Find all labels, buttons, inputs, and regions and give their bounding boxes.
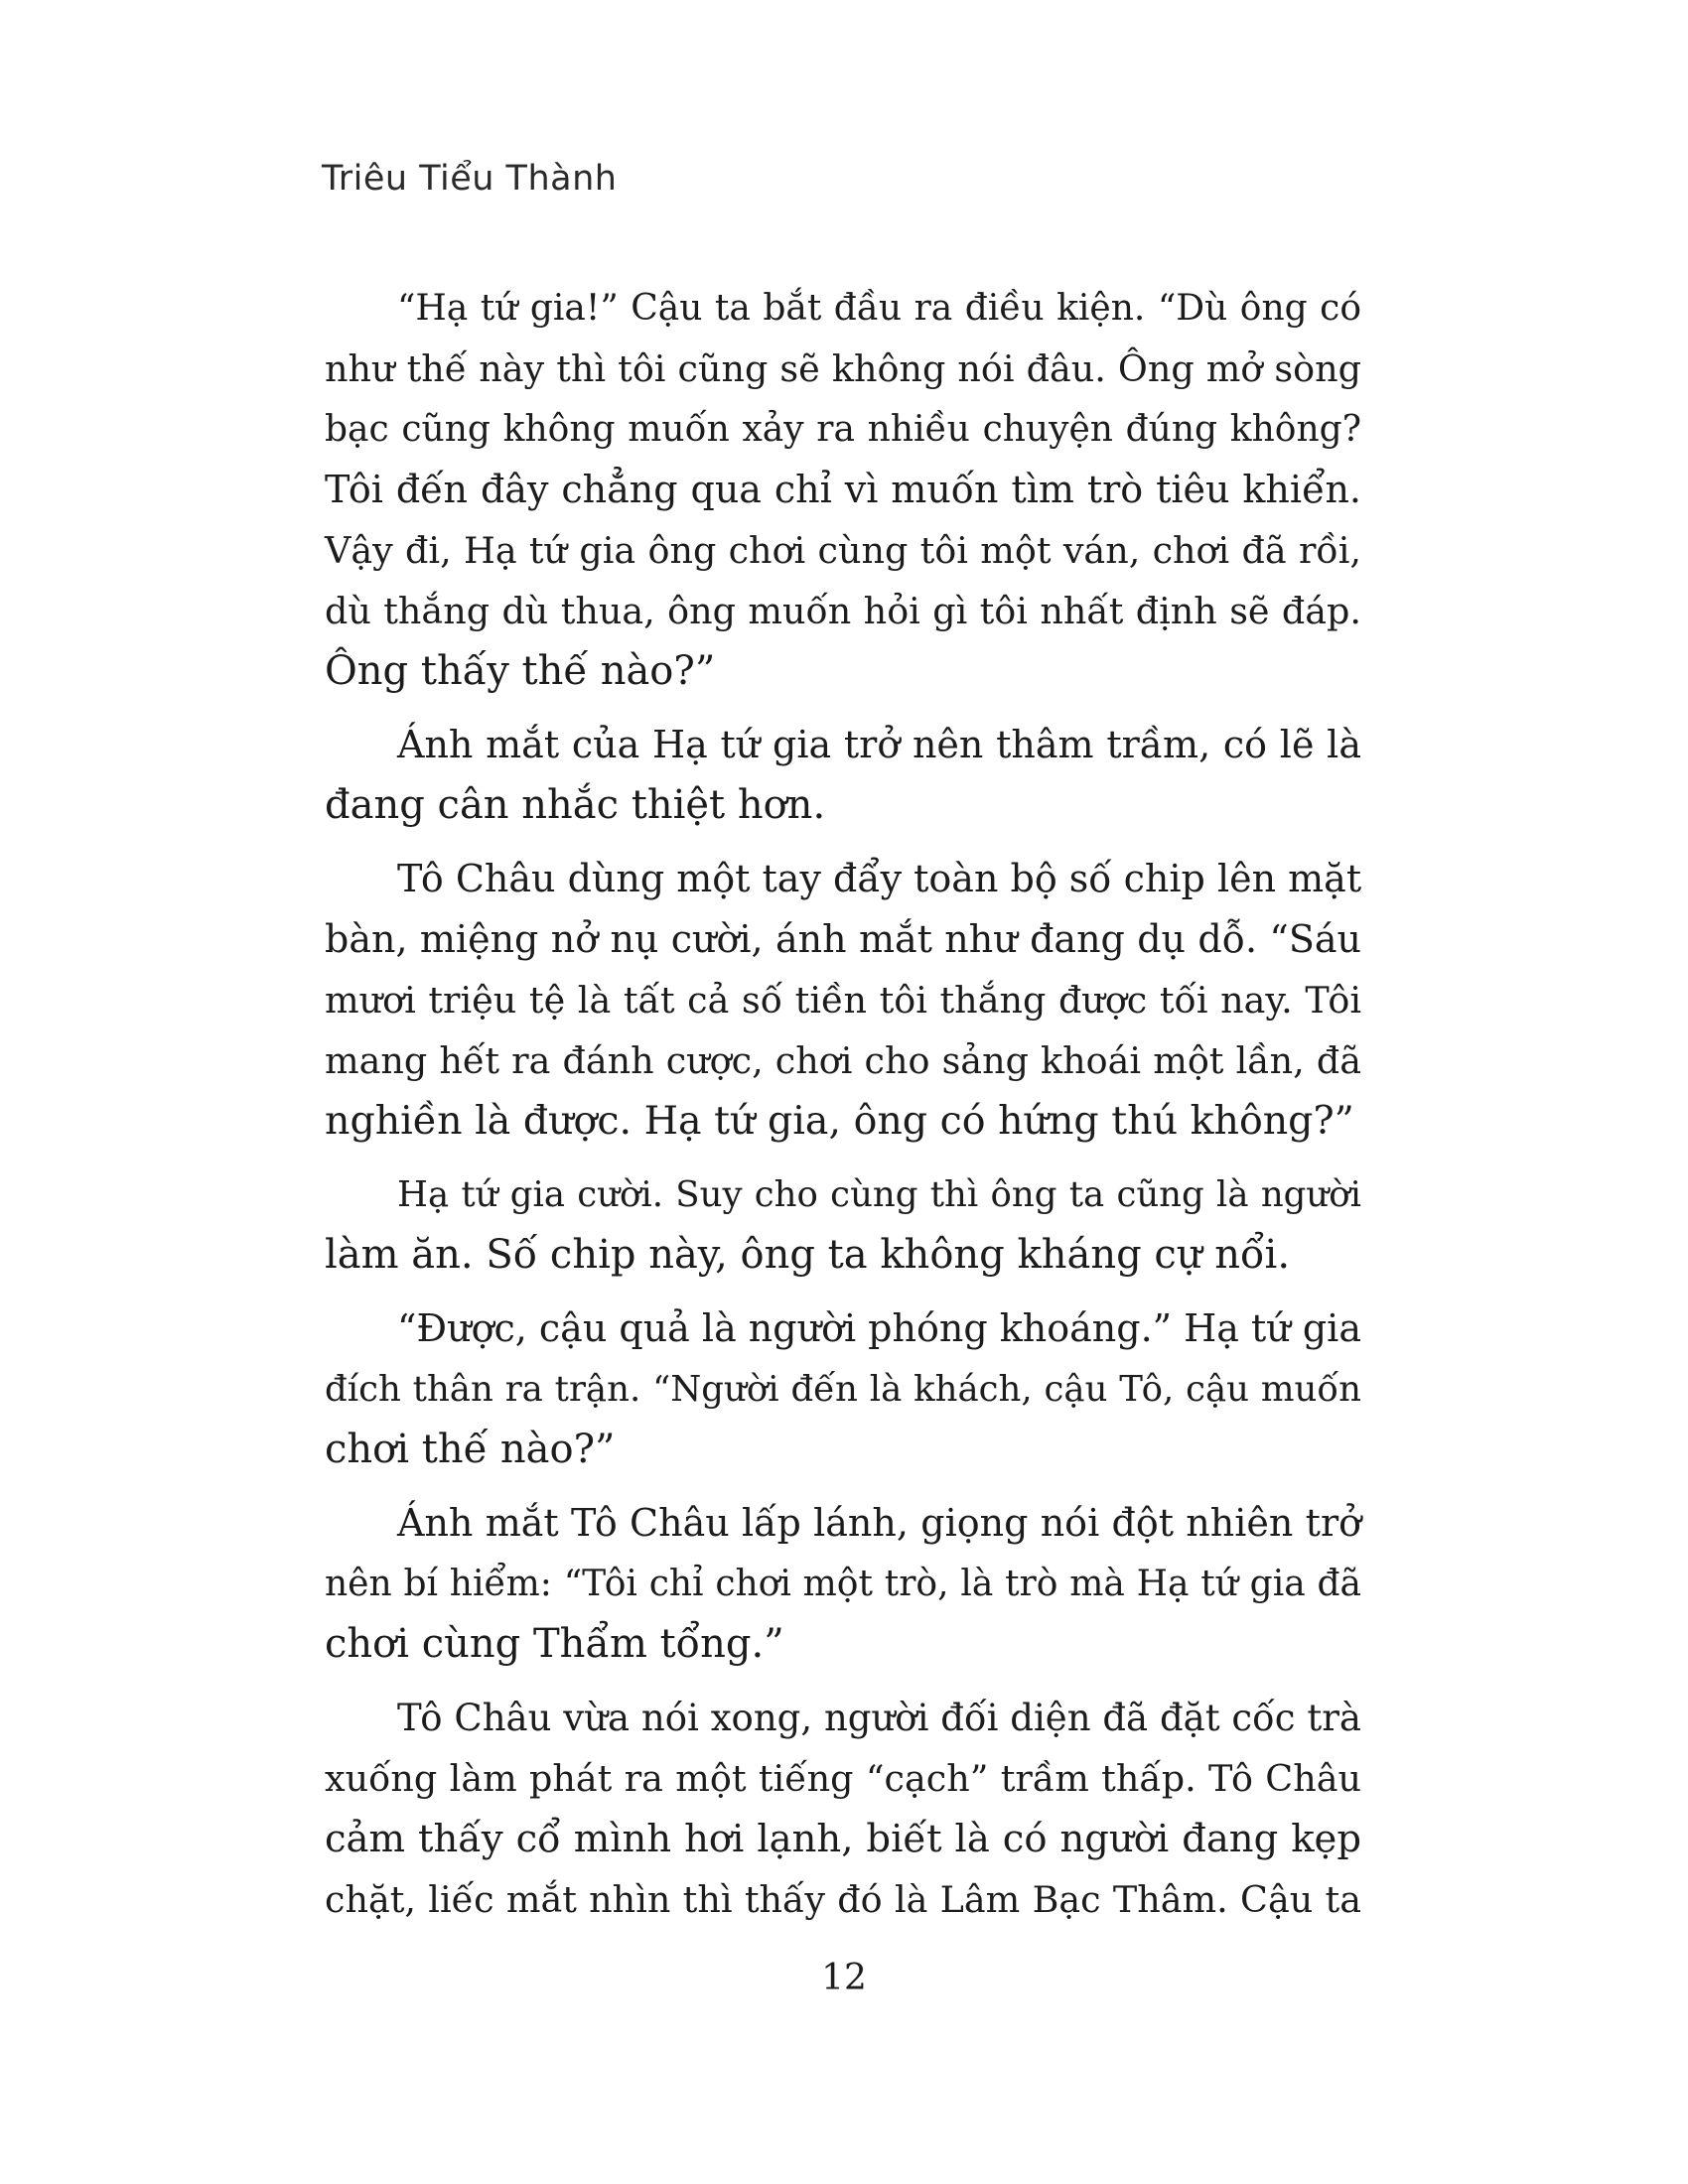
running-header-author: Triêu Tiểu Thành [322, 159, 618, 199]
paragraph [325, 1493, 1361, 1675]
text-line: chơi thế nào?” [325, 1427, 616, 1472]
text-line: Tô Châu dùng một tay đẩy toàn bộ số chip lên mặt [397, 857, 1362, 900]
paragraph [325, 715, 1361, 836]
paragraph [325, 1164, 1361, 1286]
text-line: làm ăn. Số chip này, ông ta không kháng cự nổi. [325, 1232, 1291, 1278]
paragraph [325, 278, 1361, 702]
text-line: chơi cùng Thẩm tổng.” [325, 1621, 784, 1667]
paragraph [325, 1298, 1361, 1480]
text-line: cảm thấy cổ mình hơi lạnh, biết là có người đang kẹp [325, 1817, 1361, 1861]
text-line: như thế này thì tôi cũng sẽ không nói đâu. Ông mở sòng [325, 347, 1361, 390]
text-line: mang hết ra đánh cược, chơi cho sảng khoái một lần, đã [325, 1039, 1361, 1082]
text-line: Ánh mắt Tô Châu lấp lánh, giọng nói đột nhiên trở [397, 1501, 1361, 1545]
text-line: “Hạ tứ gia!” Cậu ta bắt đầu ra điều kiện. “Dù ông có [397, 288, 1361, 329]
text-line: Ánh mắt của Hạ tứ gia trở nên thâm trầm, có lẽ là [397, 723, 1361, 766]
text-line: bạc cũng không muốn xảy ra nhiều chuyện đúng không? [325, 409, 1361, 450]
text-line: Hạ tứ gia cười. Suy cho cùng thì ông ta cũng là người [397, 1174, 1361, 1215]
text-line: dù thắng dù thua, ông muốn hỏi gì tôi nhất định sẽ đáp. [325, 590, 1361, 632]
text-line: đang cân nhắc thiệt hơn. [325, 782, 826, 828]
paragraph [325, 849, 1361, 1152]
text-line: Tôi đến đây chẳng qua chỉ vì muốn tìm trò tiêu khiển. [325, 468, 1361, 511]
text-line: Vậy đi, Hạ tứ gia ông chơi cùng tôi một ván, chơi đã rồi, [325, 529, 1361, 572]
text-line: bàn, miệng nở nụ cười, ánh mắt như đang dụ dỗ. “Sáu [325, 917, 1361, 961]
text-line: mươi triệu tệ là tất cả số tiền tôi thắng được tối nay. Tôi [325, 979, 1361, 1022]
body-text [325, 278, 1361, 1943]
text-line: chặt, liếc mắt nhìn thì thấy đó là Lâm Bạc Thâm. Cậu ta [325, 1878, 1361, 1921]
text-line: “Được, cậu quả là người phóng khoáng.” Hạ tứ gia [397, 1306, 1361, 1350]
text-line: nghiền là được. Hạ tứ gia, ông có hứng thú không?” [325, 1098, 1354, 1144]
text-line: nên bí hiểm: “Tôi chỉ chơi một trò, là trò mà Hạ tứ gia đã [325, 1564, 1361, 1604]
paragraph [325, 1688, 1361, 1930]
text-line: đích thân ra trận. “Người đến là khách, cậu Tô, cậu muốn [325, 1369, 1361, 1410]
text-line: Tô Châu vừa nói xong, người đối diện đã đặt cốc trà [397, 1697, 1361, 1739]
text-line: xuống làm phát ra một tiếng “cạch” trầm thấp. Tô Châu [325, 1757, 1361, 1800]
page-number: 12 [821, 1958, 867, 1998]
text-line: Ông thấy thế nào?” [325, 648, 716, 694]
